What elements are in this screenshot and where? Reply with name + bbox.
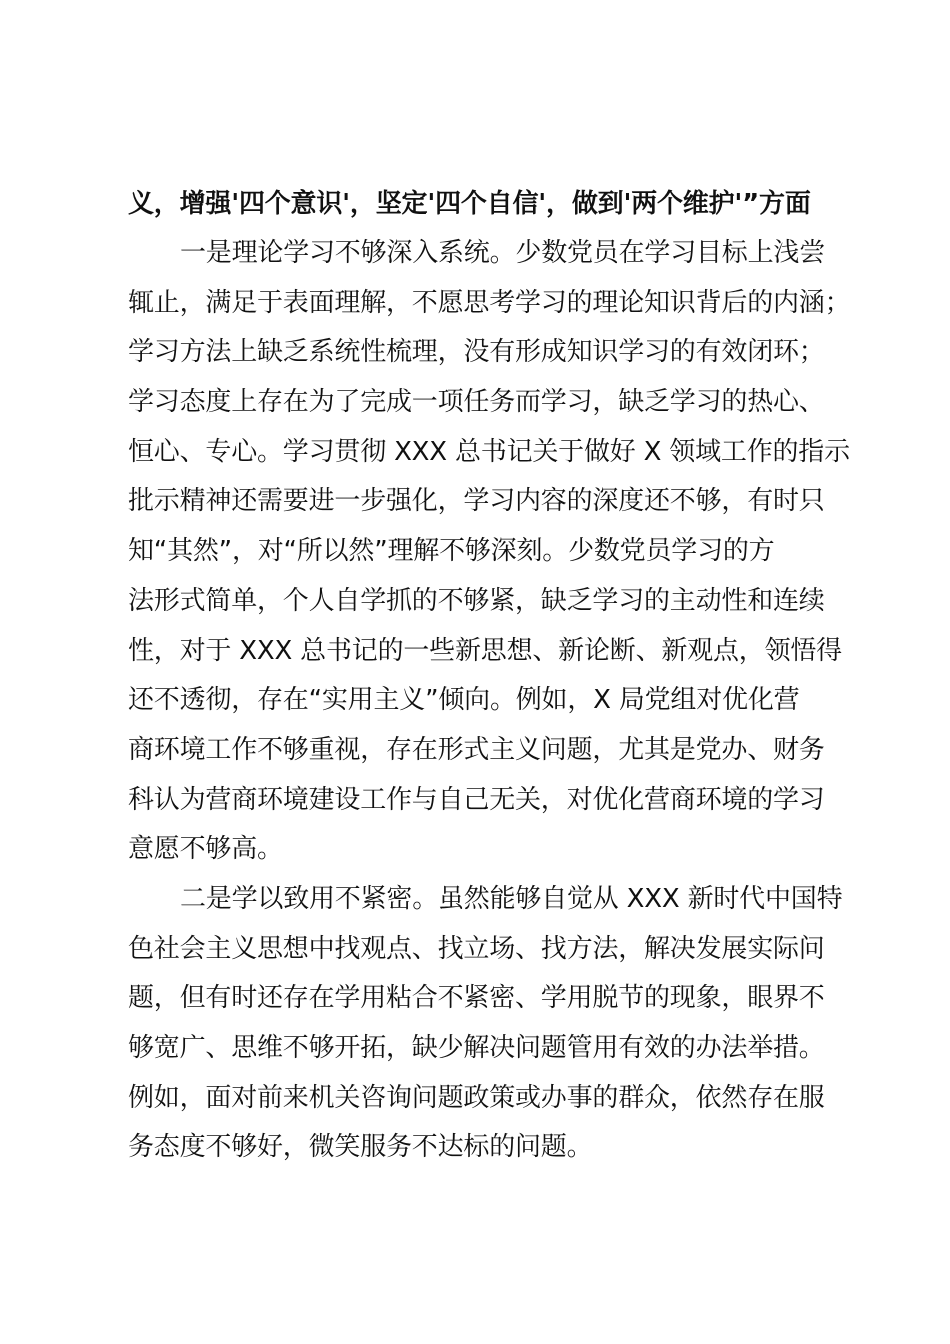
paragraph-line: 恒心、专心。学习贯彻 XXX 总书记关于做好 X 领域工作的指示: [128, 436, 850, 467]
paragraph-line: 务态度不够好，微笑服务不达标的问题。: [128, 1132, 593, 1163]
paragraph-line: 科认为营商环境建设工作与自己无关，对优化营商环境的学习: [128, 784, 825, 815]
document-body: [128, 183, 851, 1173]
paragraph-line: 辄止，满足于表面理解，不愿思考学习的理论知识背后的内涵；: [128, 287, 851, 318]
paragraph-line: 一是理论学习不够深入系统。少数党员在学习目标上浅尝: [180, 238, 826, 268]
paragraph-line: 色社会主义思想中找观点、找立场、找方法，解决发展实际问: [128, 933, 825, 964]
paragraph-line: 批示精神还需要进一步强化，学习内容的深度还不够，有时只: [128, 486, 825, 517]
paragraph-line: 二是学以致用不紧密。虽然能够自觉从 XXX 新时代中国特: [180, 883, 843, 914]
paragraph-line: 还不透彻，存在“实用主义”倾向。例如，X 局党组对优化营: [128, 685, 800, 716]
paragraph-line: 例如，面对前来机关咨询问题政策或办事的群众，依然存在服: [128, 1082, 825, 1113]
paragraph-line: 性，对于 XXX 总书记的一些新思想、新论断、新观点，领悟得: [128, 635, 842, 666]
section-heading: 义，增强'四个意识'，坚定'四个自信'，做到'两个维护'”方面: [128, 189, 811, 219]
paragraph-applying-learning: [128, 875, 843, 1173]
paragraph-line: 意愿不够高。: [128, 834, 283, 865]
paragraph-line: 够宽广、思维不够开拓，缺少解决问题管用有效的办法举措。: [128, 1033, 825, 1063]
paragraph-line: 题，但有时还存在学用粘合不紧密、学用脱节的现象，眼界不: [128, 983, 825, 1014]
paragraph-line: 学习方法上缺乏系统性梳理，没有形成知识学习的有效闭环；: [128, 337, 825, 368]
paragraph-line: 学习态度上存在为了完成一项任务而学习，缺乏学习的热心、: [128, 387, 825, 418]
paragraph-line: 知“其然”，对“所以然”理解不够深刻。少数党员学习的方: [128, 536, 775, 567]
paragraph-line: 商环境工作不够重视，存在形式主义问题，尤其是党办、财务: [128, 734, 825, 765]
paragraph-theory-study: [128, 229, 851, 875]
paragraph-line: 法形式简单，个人自学抓的不够紧，缺乏学习的主动性和连续: [128, 585, 825, 616]
